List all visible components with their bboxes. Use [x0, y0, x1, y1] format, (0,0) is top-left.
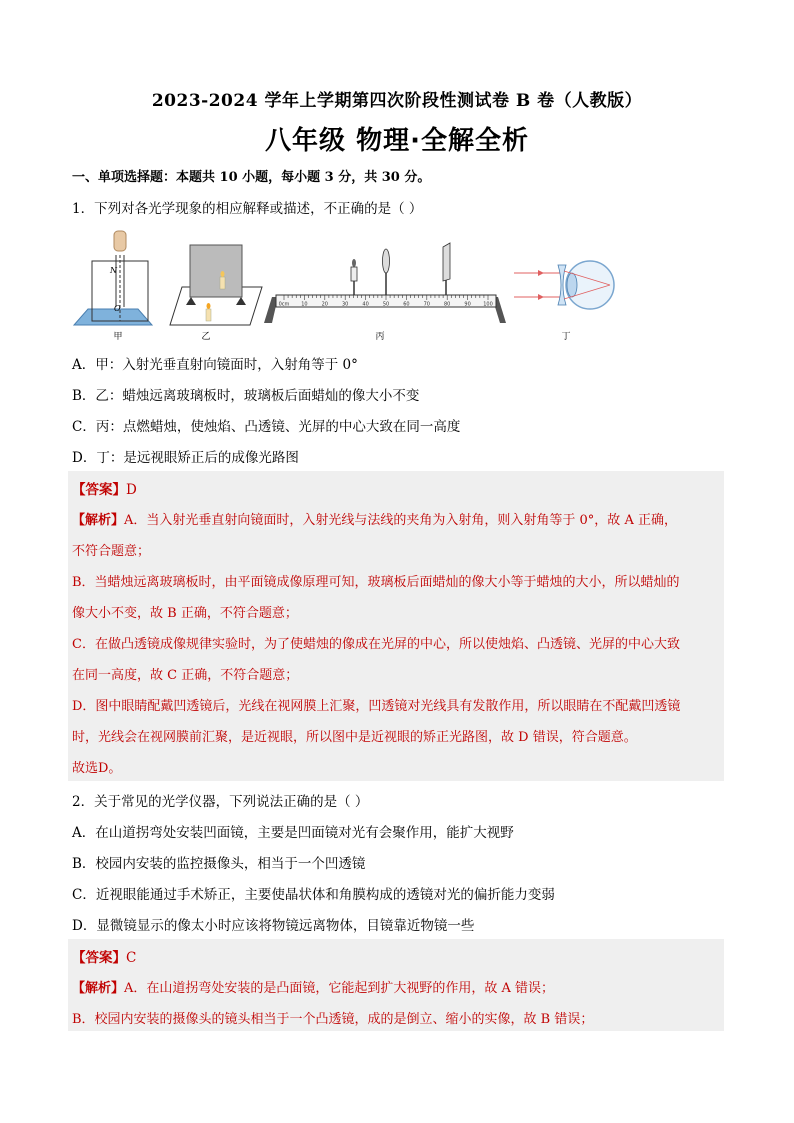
q1-analysis-line: 时，光线会在视网膜前汇聚，是近视眼，所以图中是近视眼的矫正光路图，故 D 错误，符合题意。	[72, 730, 637, 745]
q1-figure	[72, 225, 722, 345]
svg-text:N: N	[110, 266, 117, 275]
ruler-tick-label: 70	[423, 301, 430, 308]
svg-text:O: O	[114, 304, 121, 313]
document-title: 2023-2024 学年上学期第四次阶段性测试卷 B 卷（人教版）	[151, 91, 643, 111]
q2-option-b: B．校园内安装的监控摄像头，相当于一个凹透镜	[72, 856, 366, 872]
q1-option-a: A．甲：入射光垂直射向镜面时，入射角等于 0°	[72, 357, 358, 373]
ruler-tick-label: 0cm	[278, 301, 290, 308]
q1-analysis-line: C．在做凸透镜成像规律实验时，为了使蜡烛的像成在光屏的中心，所以使烛焰、凸透镜、光屏的中心大致	[72, 637, 680, 652]
ruler-tick-label: 20	[321, 301, 328, 308]
figure-jia	[74, 231, 152, 325]
q1-analysis-line: 【解析】A．当入射光垂直射向镜面时，入射光线与法线的夹角为入射角，则入射角等于 0°，故 A 正确，	[72, 513, 677, 528]
ruler-tick-label: 10	[301, 301, 308, 308]
figure-label-yi: 乙	[201, 332, 211, 342]
q1-answer: 【答案】D	[72, 482, 137, 498]
figure-label-jia: 甲	[113, 332, 123, 342]
q2-stem: 2．关于常见的光学仪器，下列说法正确的是（ ）	[72, 794, 369, 810]
q2-option-c: C．近视眼能通过手术矫正，主要使晶状体和角膜构成的透镜对光的偏折能力变弱	[72, 887, 555, 903]
ruler-tick-label: 30	[342, 301, 349, 308]
ruler-tick-label: 60	[403, 301, 410, 308]
ruler-tick-label: 40	[362, 301, 369, 308]
q2-option-a: A．在山道拐弯处安装凹面镜，主要是凹面镜对光有会聚作用，能扩大视野	[72, 825, 514, 841]
q1-stem: 1．下列对各光学现象的相应解释或描述，不正确的是（ ）	[72, 201, 423, 217]
ruler-tick-label: 80	[444, 301, 451, 308]
figure-ding	[514, 261, 614, 309]
figure-label-bing: 丙	[375, 332, 385, 342]
q2-option-d: D．显微镜显示的像太小时应该将物镜远离物体，目镜靠近物镜一些	[72, 918, 475, 934]
q1-analysis-line: 在同一高度，故 C 正确，不符合题意；	[72, 668, 299, 683]
q1-analysis-line: D．图中眼睛配戴凹透镜后，光线在视网膜上汇聚，凹透镜对光线具有发散作用，所以眼睛在不配戴凹透镜	[72, 699, 681, 714]
q1-option-b: B．乙：蜡烛远离玻璃板时，玻璃板后面蜡灿的像大小不变	[72, 388, 420, 404]
q1-analysis-line: 不符合题意；	[72, 544, 151, 559]
q2-analysis-line: 【解析】A．在山道拐弯处安装的是凸面镜，它能起到扩大视野的作用，故 A 错误；	[72, 981, 555, 996]
figure-label-ding: 丁	[561, 332, 571, 342]
q1-analysis-line: B．当蜡烛远离玻璃板时，由平面镜成像原理可知，玻璃板后面蜡灿的像大小等于蜡烛的大小，所以蜡灿的	[72, 575, 680, 590]
ruler-tick-label: 90	[464, 301, 471, 308]
figure-bing	[264, 243, 506, 323]
ruler-tick-label: 100	[483, 301, 493, 308]
figure-yi	[170, 245, 262, 325]
q1-analysis-line: 故选D。	[72, 761, 122, 776]
q2-answer: 【答案】C	[72, 950, 137, 966]
q1-option-c: C．丙：点燃蜡烛，使烛焰、凸透镜、光屏的中心大致在同一高度	[72, 419, 461, 435]
section-heading: 一、单项选择题：本题共 10 小题，每小题 3 分，共 30 分。	[72, 170, 431, 185]
document-subtitle: 八年级 物理·全解全析	[265, 126, 529, 156]
q1-option-d: D．丁：是远视眼矫正后的成像光路图	[72, 450, 299, 466]
ruler-tick-label: 50	[382, 301, 390, 308]
q2-analysis-line: B．校园内安装的摄像头的镜头相当于一个凸透镜，成的是倒立、缩小的实像，故 B 错误；	[72, 1012, 594, 1027]
q1-analysis-line: 像大小不变，故 B 正确，不符合题意；	[72, 606, 298, 621]
